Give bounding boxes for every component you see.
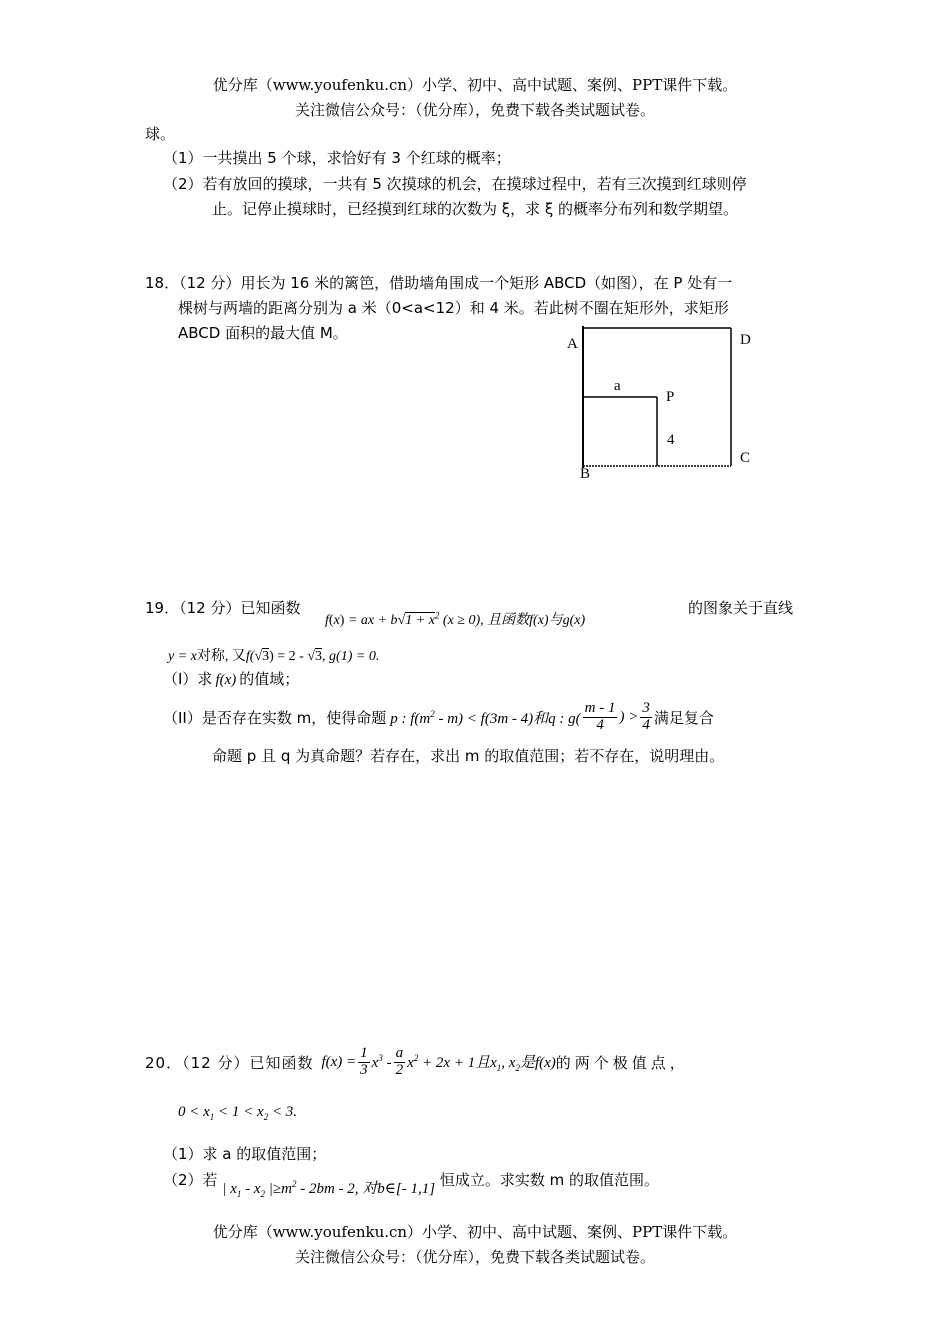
q19-part1: （I）求 f(x) 的值域； (163, 670, 300, 688)
label-p-point: P (666, 389, 675, 405)
q18-line2: 棵树与两墙的距离分别为 a 米（0<a<12）和 4 米。若此树不圈在矩形外，求矩形 (178, 299, 729, 317)
q19-function-def: f(x) = ax + $b√1 + x^2$ (x ≥ 0), 且函数f(x)与g(x) (325, 610, 586, 628)
q19-intro: 19．（12 分）已知函数 (145, 599, 301, 617)
q17-part2-line2: 止。记停止摸球时，已经摸到红球的次数为 ξ，求 ξ 的概率分布列和数学期望。 (212, 200, 739, 218)
q20-line1: 20．（12 分）已知函数 f(x) = $\frac{1}{3}$ $x^3$ - $\frac{a}{2}$ $x^2 + 2x + 1$且$x_1$, $x_2$是f(x) 的两个极值点， (145, 1044, 689, 1078)
footer-line-2: 关注微信公众号：（优分库），免费下载各类试题试卷。 (294, 1248, 655, 1266)
q18-line3: ABCD 面积的最大值 M。 (178, 324, 348, 342)
label-a-length: a (614, 378, 621, 394)
rectangle-abcd-figure (560, 320, 760, 485)
q17-part2-line1: （2）若有放回的摸球，一共有 5 次摸球的机会，在摸球过程中，若有三次摸到红球则停 (163, 175, 747, 193)
label-4-length: 4 (667, 432, 675, 448)
q19-part2-line1: （II）是否存在实数 m，使得命题 p : $f(m^2 - m) < f(3m - 4)$和q : g( $\frac{m - 1}{4}$ ) > $\frac{3}{4}$ 满足复合 (163, 699, 714, 733)
q19-after: 的图象关于直线 (688, 599, 794, 617)
q20-part2: （2）若 | $x_1 - x_2$ $|\ge m^2 - 2bm - 2$, 对b∈[- 1,1] 恒成立。求实数 m 的取值范围。 (163, 1171, 660, 1199)
label-a-point: A (567, 336, 578, 352)
q20-part1: （1）求 a 的取值范围； (163, 1145, 327, 1163)
q20-extremum-range: $0 < x_1 < 1 < x_2 < 3$. (178, 1104, 298, 1122)
header-line-1: 优分库（www.youfenku.cn）小学、初中、高中试题、案例、PPT课件下载。 (212, 76, 738, 94)
footer-line-1: 优分库（www.youfenku.cn）小学、初中、高中试题、案例、PPT课件下载。 (212, 1223, 738, 1241)
q19-symmetry: y = x对称, 又f(√3) = 2 - √3, g(1) = 0. (168, 649, 380, 664)
q17-tail: 球。 (145, 125, 176, 143)
q19-part2-line2: 命题 p 且 q 为真命题？若存在，求出 m 的取值范围；若不存在，说明理由。 (212, 747, 725, 765)
label-d-point: D (740, 332, 751, 348)
q18-line1: 18．（12 分）用长为 16 米的篱笆，借助墙角围成一个矩形 ABCD（如图），在 P 处有一 (145, 274, 733, 292)
label-c-point: C (740, 450, 751, 466)
q17-part1: （1）一共摸出 5 个球，求恰好有 3 个红球的概率； (163, 149, 511, 167)
label-b-point: B (580, 466, 591, 482)
header-line-2: 关注微信公众号：（优分库），免费下载各类试题试卷。 (294, 101, 655, 119)
